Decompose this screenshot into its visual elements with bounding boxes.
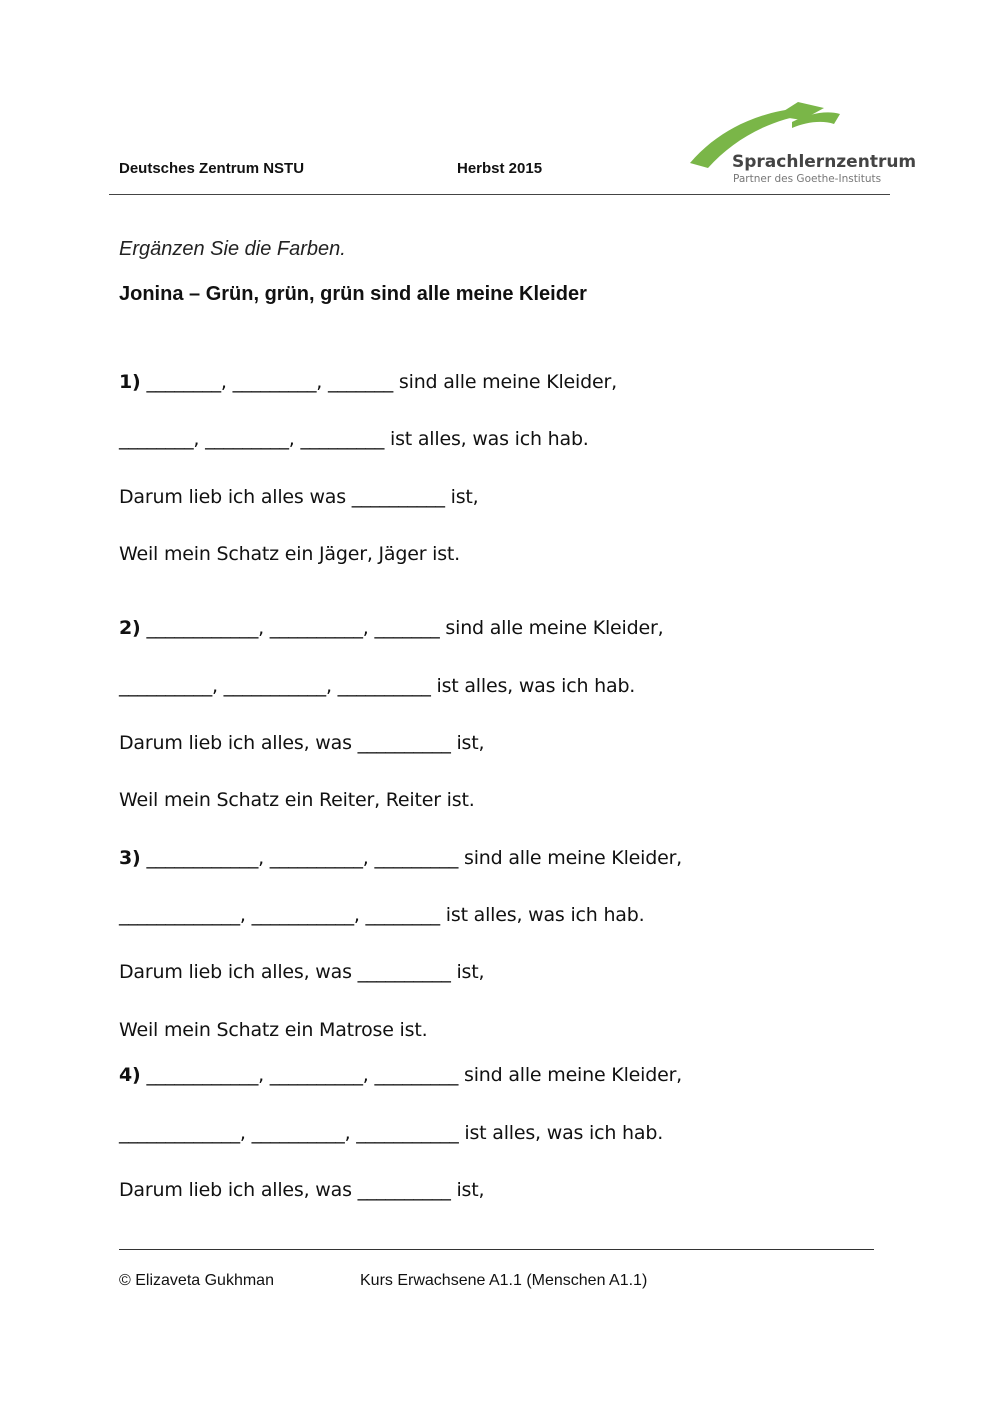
verse-4-line-1: 4) ____________, __________, _________ sind alle meine Kleider, bbox=[119, 1064, 683, 1086]
header-institution: Deutsches Zentrum NSTU bbox=[119, 160, 305, 177]
verse-3-line-1: 3) ____________, __________, _________ sind alle meine Kleider, bbox=[119, 847, 683, 869]
logo-name: Sprachlernzentrum bbox=[732, 152, 917, 172]
song-title: Jonina – Grün, grün, grün sind alle meine Kleider bbox=[119, 283, 587, 305]
verse-2-line-4: Weil mein Schatz ein Reiter, Reiter ist. bbox=[119, 789, 475, 811]
verse-1-line-3: Darum lieb ich alles was __________ ist, bbox=[119, 486, 479, 508]
logo-subtitle: Partner des Goethe-Instituts bbox=[733, 173, 882, 185]
verse-4-line-2: _____________, __________, ___________ ist alles, was ich hab. bbox=[119, 1122, 664, 1144]
verse-number: 1) bbox=[119, 371, 141, 393]
verse-1-line-4: Weil mein Schatz ein Jäger, Jäger ist. bbox=[119, 543, 461, 565]
verse-1-line-2: ________, _________, _________ ist alles, was ich hab. bbox=[119, 428, 589, 450]
verse-1-line-1: 1) ________, _________, _______ sind alle meine Kleider, bbox=[119, 371, 617, 393]
sprachlernzentrum-logo bbox=[688, 100, 917, 190]
verse-3-line-3: Darum lieb ich alles, was __________ ist, bbox=[119, 961, 485, 983]
footer-course: Kurs Erwachsene A1.1 (Menschen A1.1) bbox=[360, 1272, 648, 1289]
footer-divider bbox=[119, 1249, 874, 1250]
verse-2-line-1: 2) ____________, __________, _______ sind alle meine Kleider, bbox=[119, 617, 664, 639]
verse-2-line-3: Darum lieb ich alles, was __________ ist, bbox=[119, 732, 485, 754]
verse-4-line-3: Darum lieb ich alles, was __________ ist, bbox=[119, 1179, 485, 1201]
header-semester: Herbst 2015 bbox=[457, 160, 543, 177]
verse-3-line-4: Weil mein Schatz ein Matrose ist. bbox=[119, 1019, 428, 1041]
header-divider bbox=[109, 194, 890, 195]
footer-author: © Elizaveta Gukhman bbox=[119, 1272, 274, 1289]
verse-2-line-2: __________, ___________, __________ ist alles, was ich hab. bbox=[119, 675, 636, 697]
instruction-text: Ergänzen Sie die Farben. bbox=[119, 238, 346, 260]
verse-number: 2) bbox=[119, 617, 141, 639]
verse-number: 3) bbox=[119, 847, 141, 869]
verse-number: 4) bbox=[119, 1064, 141, 1086]
verse-3-line-2: _____________, ___________, ________ ist alles, was ich hab. bbox=[119, 904, 645, 926]
